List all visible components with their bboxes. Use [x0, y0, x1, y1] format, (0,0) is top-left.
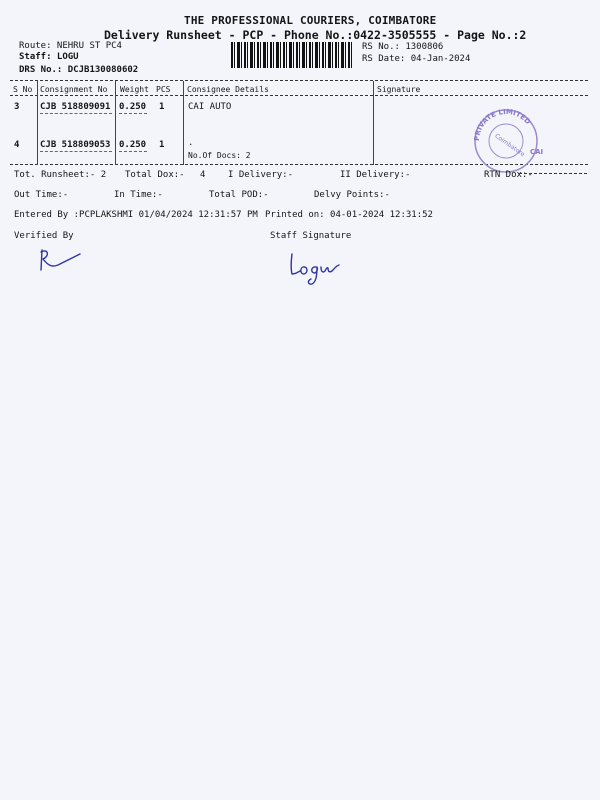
stamp-city: CAI: [530, 148, 544, 156]
underline: [119, 113, 147, 114]
delvy-points: Delvy Points:-: [314, 190, 390, 200]
col-header-sno: S No: [13, 85, 33, 94]
rs-number: RS No.: 1300806: [362, 42, 444, 52]
printed-on: Printed on: 04-01-2024 12:31:52: [265, 210, 433, 220]
row-sno: 3: [14, 102, 20, 112]
tot-runsheet: Tot. Runsheet:- 2: [14, 170, 107, 180]
stamp-text: PRIVATE LIMITED: [472, 107, 532, 142]
barcode: [231, 42, 353, 68]
in-time: In Time:-: [114, 190, 163, 200]
entered-by: Entered By :PCPLAKSHMI 01/04/2024 12:31:57 PM: [14, 210, 258, 220]
row-pcs: 1: [159, 140, 165, 150]
underline: [119, 151, 147, 152]
total-dox-label: Total Dox:-: [125, 170, 185, 180]
table-top-rule: [10, 80, 588, 81]
table-header-rule: [10, 95, 588, 96]
total-dox-value: 4: [200, 170, 206, 180]
summary-rule: [519, 173, 587, 174]
col-header-consignee: Consignee Details: [187, 85, 269, 94]
route-label: Route: NEHRU ST PC4: [19, 41, 122, 51]
row-weight: 0.250: [119, 140, 147, 150]
company-title: THE PROFESSIONAL COURIERS, COIMBATORE: [184, 14, 437, 27]
staff-signature: [286, 250, 342, 290]
col-divider: [373, 81, 374, 165]
row-consignee-docs: No.Of Docs: 2: [188, 151, 251, 160]
row-weight: 0.250: [119, 102, 147, 112]
i-delivery: I Delivery:-: [228, 170, 294, 180]
underline: [40, 151, 112, 152]
underline: [40, 113, 112, 114]
staff-signature-label: Staff Signature: [270, 231, 352, 241]
col-header-signature: Signature: [377, 85, 421, 94]
col-divider: [183, 81, 184, 165]
company-stamp: [464, 106, 556, 176]
row-consignment: CJB 518809091: [40, 102, 111, 112]
row-sno: 4: [14, 140, 20, 150]
col-header-weight: Weight: [120, 85, 149, 94]
verifier-signature: [34, 246, 90, 274]
ii-delivery: II Delivery:-: [340, 170, 411, 180]
row-consignment: CJB 518809053: [40, 140, 111, 150]
drs-number: DRS No.: DCJB130080602: [19, 65, 139, 75]
out-time: Out Time:-: [14, 190, 69, 200]
col-divider: [37, 81, 38, 165]
stamp-sub: Coimbatore: [493, 132, 526, 159]
row-consignee: CAI AUTO: [188, 102, 232, 112]
rs-date: RS Date: 04-Jan-2024: [362, 54, 471, 64]
col-header-consignment: Consignment No: [40, 85, 108, 94]
staff-label: Staff: LOGU: [19, 52, 79, 62]
row-consignee: .: [188, 138, 194, 148]
runsheet-title: Delivery Runsheet - PCP - Phone No.:0422-3505555 - Page No.:2: [104, 28, 527, 42]
row-pcs: 1: [159, 102, 165, 112]
total-pod: Total POD:-: [209, 190, 269, 200]
col-divider: [115, 81, 116, 165]
col-header-pcs: PCS: [156, 85, 171, 94]
verified-by-label: Verified By: [14, 231, 74, 241]
rtn-dox: RTN Dox:-: [484, 170, 533, 180]
